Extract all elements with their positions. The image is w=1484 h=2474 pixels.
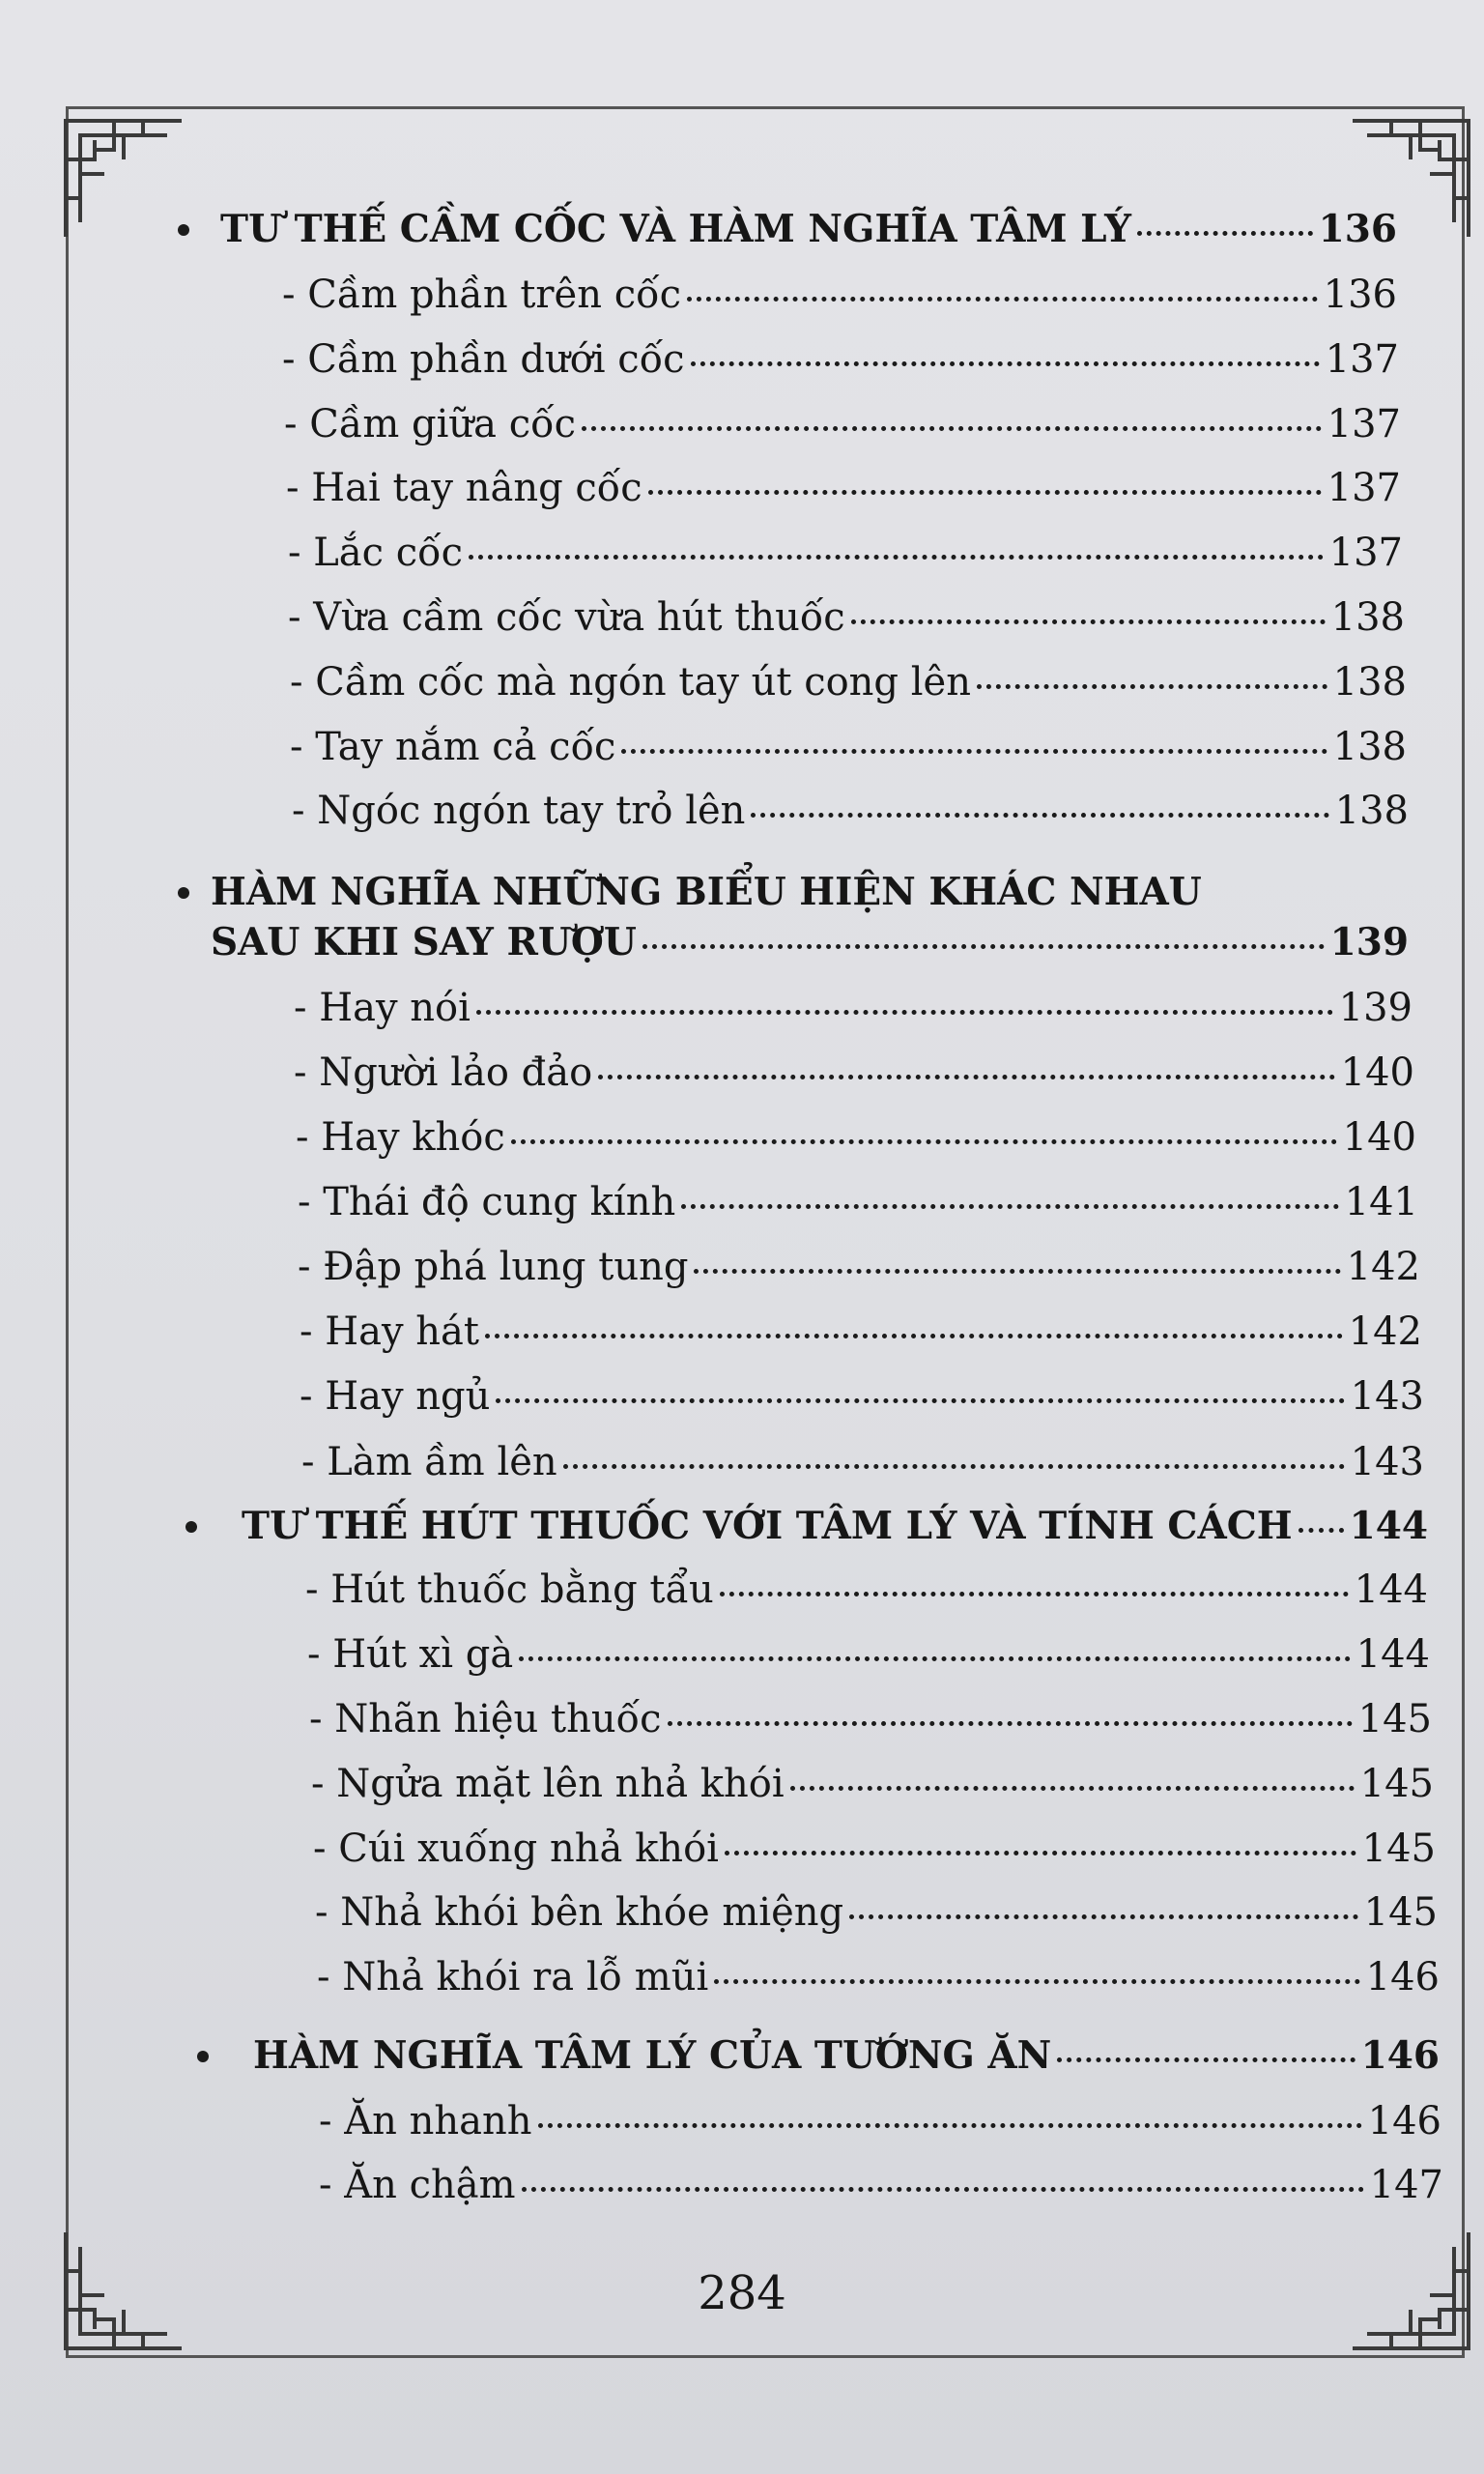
page-ref: 137 [1327, 466, 1401, 510]
page-ref: 136 [1318, 207, 1397, 251]
page-ref: 144 [1349, 1504, 1428, 1548]
leader-dots [519, 1627, 1350, 1661]
toc-item[interactable] [288, 591, 1405, 644]
leader-dots [511, 1110, 1337, 1144]
page-ref: 138 [1330, 595, 1405, 640]
page-ref: 142 [1346, 1245, 1420, 1289]
toc-item[interactable] [317, 1951, 1440, 2003]
toc-item[interactable] [315, 1886, 1438, 1939]
page-number: 284 [698, 2266, 786, 2320]
toc-item[interactable] [294, 1047, 1414, 1099]
bullet-icon [178, 887, 189, 899]
page-ref: 138 [1334, 789, 1409, 833]
toc-item[interactable] [300, 1306, 1422, 1358]
toc-item[interactable] [290, 656, 1407, 708]
item-label: - Vừa cầm cốc vừa hút thuốc [288, 595, 845, 640]
item-label: - Ăn chậm [319, 2163, 516, 2207]
item-label: - Cầm giữa cốc [284, 402, 576, 446]
item-label: - Hai tay nâng cốc [286, 466, 642, 510]
page-ref: 138 [1332, 725, 1407, 769]
toc-item[interactable] [288, 527, 1403, 579]
section-title-line1: HÀM NGHĨA NHỮNG BIỂU HIỆN KHÁC NHAU [211, 870, 1202, 914]
leader-dots [598, 1046, 1334, 1079]
toc-item[interactable] [286, 462, 1401, 514]
page-ref: 141 [1344, 1180, 1418, 1224]
page-ref: 144 [1356, 1632, 1430, 1677]
item-label: - Lắc cốc [288, 531, 464, 575]
leader-dots [469, 526, 1324, 560]
item-label: - Cúi xuống nhả khói [313, 1827, 719, 1871]
item-label: - Cầm phần dưới cốc [282, 337, 685, 382]
item-label: - Hay hát [300, 1309, 479, 1354]
bullet-icon [186, 1521, 197, 1533]
item-label: - Tay nắm cả cốc [290, 725, 616, 769]
item-label: - Cầm cốc mà ngón tay út cong lên [290, 660, 971, 705]
leader-dots [790, 1757, 1355, 1791]
bullet-icon [178, 224, 189, 236]
item-label: - Hay khóc [296, 1115, 505, 1160]
page-ref: 140 [1340, 1050, 1414, 1095]
leader-dots [714, 1950, 1359, 1984]
item-label: - Hay ngủ [300, 1374, 491, 1419]
toc-section-heading[interactable] [242, 1500, 1428, 1552]
page-ref: 142 [1348, 1309, 1422, 1354]
toc-item[interactable] [311, 1758, 1434, 1810]
page-ref: 139 [1338, 986, 1413, 1030]
page-ref: 145 [1357, 1697, 1432, 1741]
leader-dots [849, 1885, 1358, 1919]
leader-dots [648, 461, 1322, 495]
toc-item[interactable] [284, 398, 1401, 450]
item-label: - Hút xì gà [307, 1632, 514, 1677]
toc-section-heading[interactable] [220, 203, 1397, 255]
page-ref: 144 [1354, 1568, 1428, 1612]
toc-item[interactable] [319, 2095, 1441, 2147]
page-ref: 140 [1342, 1115, 1416, 1160]
toc-section-heading-cont[interactable] [211, 916, 1409, 968]
item-label: - Ngóc ngón tay trỏ lên [292, 789, 746, 833]
section-title: TƯ THẾ CẦM CỐC VÀ HÀM NGHĨA TÂM LÝ [220, 207, 1131, 251]
toc-item[interactable] [292, 785, 1409, 837]
toc-item[interactable] [313, 1823, 1436, 1875]
toc-item[interactable] [305, 1564, 1428, 1616]
bullet-icon [197, 2051, 209, 2062]
toc-section-heading[interactable] [211, 866, 1409, 918]
item-label: - Thái độ cung kính [298, 1180, 676, 1224]
page-ref: 146 [1360, 2033, 1440, 2078]
item-label: - Nhả khói bên khóe miệng [315, 1890, 844, 1935]
item-label: - Cầm phần trên cốc [282, 273, 681, 317]
page-ref: 145 [1359, 1762, 1434, 1806]
toc-item[interactable] [298, 1241, 1420, 1293]
leader-dots [1057, 2028, 1355, 2062]
toc-item[interactable] [300, 1370, 1424, 1423]
leader-dots [1298, 1499, 1344, 1533]
leader-dots [582, 397, 1322, 431]
item-label: - Ăn nhanh [319, 2099, 532, 2143]
page-ref: 137 [1328, 531, 1403, 575]
page-ref: 139 [1329, 920, 1409, 964]
page-ref: 143 [1350, 1374, 1424, 1419]
section-title: HÀM NGHĨA TÂM LÝ CỦA TƯỚNG ĂN [253, 2033, 1052, 2078]
toc-item[interactable] [290, 721, 1407, 773]
page-ref: 147 [1369, 2163, 1443, 2207]
toc-item[interactable] [301, 1436, 1424, 1488]
section-title: TƯ THẾ HÚT THUỐC VỚI TÂM LÝ VÀ TÍNH CÁCH [242, 1504, 1293, 1548]
leader-dots [668, 1692, 1353, 1726]
toc-item[interactable] [319, 2159, 1443, 2211]
leader-dots [691, 332, 1320, 366]
toc-item[interactable] [296, 1111, 1416, 1164]
leader-dots [496, 1369, 1344, 1403]
leader-dots [977, 655, 1327, 689]
page-ref: 145 [1361, 1827, 1436, 1871]
page-ref: 146 [1367, 2099, 1441, 2143]
toc-item[interactable] [282, 269, 1397, 321]
toc-item[interactable] [298, 1176, 1418, 1228]
leader-dots [642, 915, 1325, 949]
leader-dots [485, 1305, 1343, 1338]
page-ref: 146 [1365, 1955, 1440, 1999]
page-ref: 143 [1350, 1440, 1424, 1484]
leader-dots [522, 2158, 1364, 2192]
leader-dots [687, 268, 1318, 302]
leader-dots [681, 1175, 1338, 1209]
toc-item[interactable] [309, 1693, 1432, 1745]
toc-item[interactable] [282, 333, 1399, 386]
page-ref: 137 [1327, 402, 1401, 446]
toc-section-heading[interactable] [253, 2029, 1440, 2082]
page-ref: 137 [1325, 337, 1399, 382]
item-label: - Làm ầm lên [301, 1440, 557, 1484]
page-ref: 136 [1323, 273, 1397, 317]
item-label: - Nhả khói ra lỗ mũi [317, 1955, 709, 1999]
toc-item[interactable] [307, 1628, 1430, 1681]
leader-dots [694, 1240, 1340, 1274]
section-title-line2: SAU KHI SAY RƯỢU [211, 920, 637, 964]
leader-dots [1137, 202, 1313, 236]
page-ref: 138 [1332, 660, 1407, 705]
leader-dots [563, 1435, 1345, 1469]
item-label: - Nhãn hiệu thuốc [309, 1697, 662, 1741]
leader-dots [476, 981, 1333, 1015]
leader-dots [621, 720, 1327, 754]
item-label: - Hút thuốc bằng tẩu [305, 1568, 714, 1612]
leader-dots [851, 590, 1326, 624]
leader-dots [538, 2094, 1362, 2128]
leader-dots [751, 784, 1328, 818]
toc-item[interactable] [294, 982, 1413, 1034]
item-label: - Đập phá lung tung [298, 1245, 689, 1289]
item-label: - Người lảo đảo [294, 1050, 593, 1095]
leader-dots [725, 1822, 1356, 1856]
item-label: - Ngửa mặt lên nhả khói [311, 1762, 785, 1806]
item-label: - Hay nói [294, 986, 471, 1030]
leader-dots [720, 1563, 1349, 1597]
page-ref: 145 [1363, 1890, 1438, 1935]
